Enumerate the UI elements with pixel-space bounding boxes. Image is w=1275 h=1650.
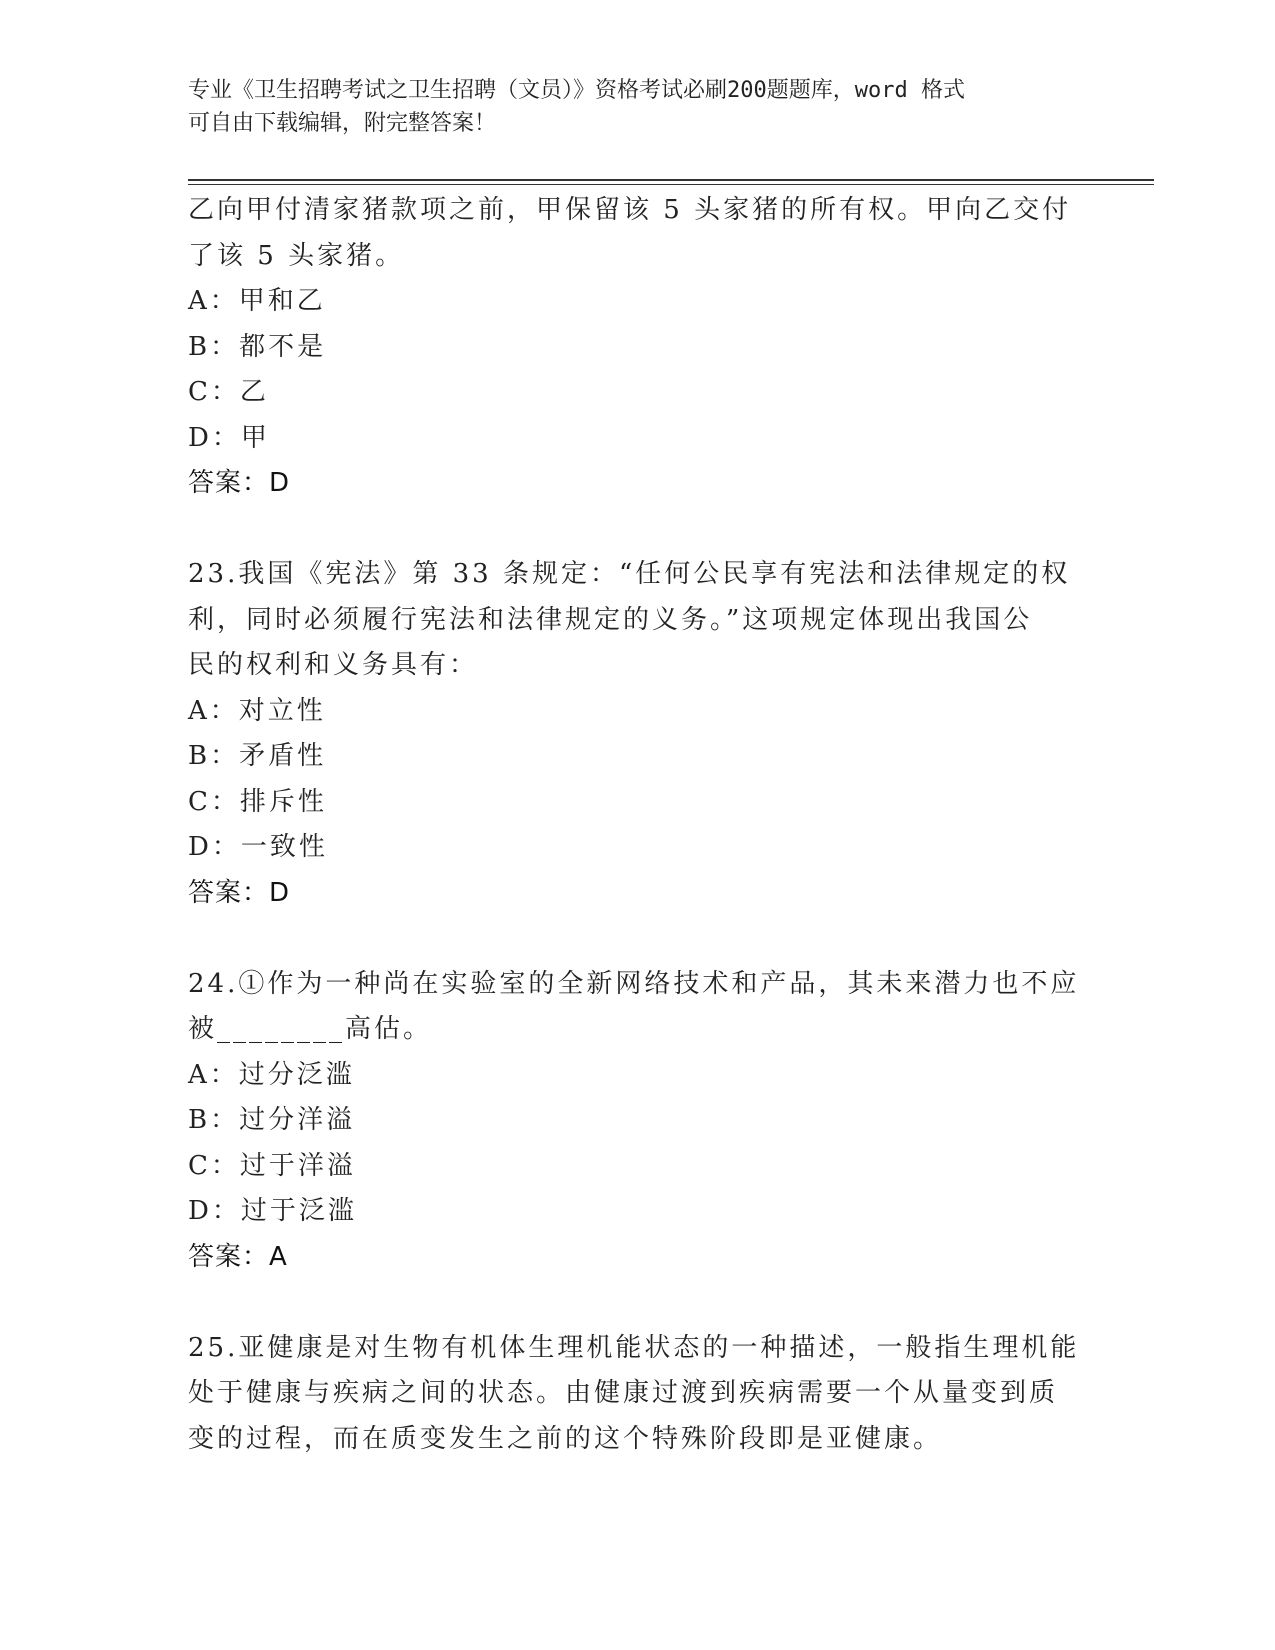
question-25 bbox=[188, 1326, 1088, 1463]
spacer bbox=[188, 916, 1088, 962]
question-23-option-c: C：排斥性 bbox=[188, 786, 327, 817]
spacer bbox=[188, 1280, 1088, 1326]
question-24 bbox=[188, 962, 1088, 1281]
question-24-option-d: D：过于泛滥 bbox=[188, 1196, 357, 1226]
header-line-1: 专业《卫生招聘考试之卫生招聘（文员）》资格考试必刷200题题库，word 格式 bbox=[188, 78, 965, 103]
question-22-text-1: 乙向甲付清家猪款项之前，甲保留该 5 头家猪的所有权。甲向乙交付 bbox=[188, 195, 1072, 225]
question-25-text-3: 变的过程，而在质变发生之前的这个特殊阶段即是亚健康。 bbox=[188, 1423, 943, 1454]
question-24-option-c: C：过于洋溢 bbox=[188, 1150, 356, 1181]
question-24-answer: 答案：A bbox=[188, 1241, 288, 1272]
question-24-text-2: 被________高估。 bbox=[188, 1014, 433, 1044]
question-24-option-b: B：过分洋溢 bbox=[188, 1105, 356, 1135]
header-divider-thin bbox=[188, 184, 1154, 185]
header-line-2: 可自由下载编辑，附完整答案！ bbox=[188, 111, 497, 136]
question-25-text-2: 处于健康与疾病之间的状态。由健康过渡到疾病需要一个从量变到质 bbox=[188, 1378, 1059, 1408]
question-23-text-2: 利，同时必须履行宪法和法律规定的义务。”这项规定体现出我国公 bbox=[188, 604, 1033, 635]
question-23-option-a: A：对立性 bbox=[188, 695, 326, 726]
question-list bbox=[188, 188, 1088, 1462]
question-22-answer: 答案：D bbox=[188, 468, 291, 498]
question-22 bbox=[188, 188, 1088, 507]
question-22-option-a: A：甲和乙 bbox=[188, 286, 326, 316]
question-22-text-2: 了该 5 头家猪。 bbox=[188, 240, 405, 271]
document-header bbox=[188, 74, 1078, 140]
question-22-option-d: D：甲 bbox=[188, 422, 270, 453]
question-23-answer: 答案：D bbox=[188, 877, 291, 908]
question-24-option-a: A：过分泛滥 bbox=[188, 1059, 355, 1090]
spacer bbox=[188, 507, 1088, 553]
question-23-option-d: D：一致性 bbox=[188, 832, 328, 862]
question-23-option-b: B：矛盾性 bbox=[188, 741, 327, 771]
question-22-option-b: B：都不是 bbox=[188, 331, 327, 362]
question-25-text-1: 25.亚健康是对生物有机体生理机能状态的一种描述，一般指生理机能 bbox=[188, 1332, 1080, 1363]
question-23-text-1: 23.我国《宪法》第 33 条规定：“任何公民享有宪法和法律规定的权 bbox=[188, 559, 1071, 589]
question-23-text-3: 民的权利和义务具有： bbox=[188, 650, 479, 680]
question-24-text-1: 24.①作为一种尚在实验室的全新网络技术和产品，其未来潜力也不应 bbox=[188, 968, 1080, 999]
question-23 bbox=[188, 552, 1088, 916]
question-22-option-c: C：乙 bbox=[188, 377, 269, 407]
header-divider-thick bbox=[188, 179, 1154, 181]
